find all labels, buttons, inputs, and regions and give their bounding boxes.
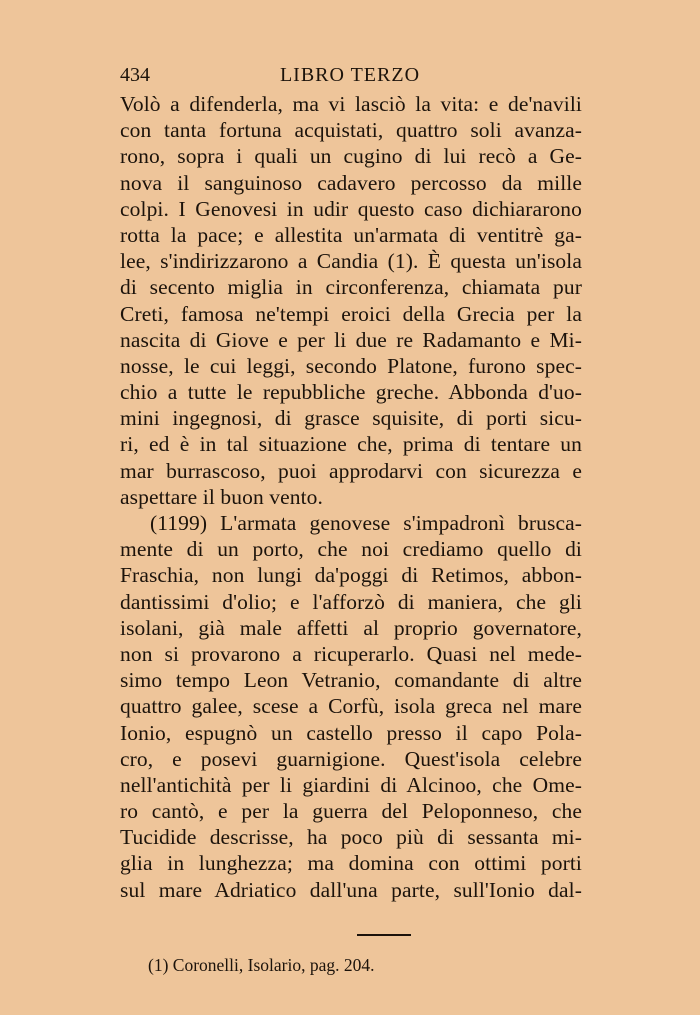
text-line: colpi. I Genovesi in udir questo caso dichiararono: [120, 196, 582, 221]
running-title: LIBRO TERZO: [279, 64, 421, 86]
text-line: con tanta fortuna acquistati, quattro soli avanza-: [120, 118, 582, 143]
text-line: lee, s'indirizzarono a Candia (1). È questa un'isola: [120, 249, 582, 274]
body-text: [120, 91, 582, 903]
paragraph-end-line: aspettare il buon vento.: [120, 484, 324, 509]
text-line: chio a tutte le repubbliche greche. Abbonda d'uo-: [120, 380, 582, 405]
text-line: Ionio, espugnò un castello presso il capo Pola-: [120, 720, 582, 745]
text-line: isolani, già male affetti al proprio governatore,: [120, 615, 582, 640]
text-line: rono, sopra i quali un cugino di lui recò a Ge-: [120, 144, 582, 169]
text-line: Volò a difenderla, ma vi lasciò la vita: e de'navili: [120, 92, 582, 116]
paragraph-start-line: (1199) L'armata genovese s'impadronì brusca-: [150, 511, 582, 535]
text-line: di secento miglia in circonferenza, chiamata pur: [120, 275, 582, 300]
text-line: sul mare Adriatico dall'una parte, sull'Ionio dal-: [120, 877, 582, 902]
text-line: mente di un porto, che noi crediamo quello di: [120, 537, 582, 562]
page-header: [120, 64, 580, 92]
text-line: Creti, famosa ne'tempi eroici della Grecia per la: [120, 301, 582, 326]
text-line: nascita di Giove e per li due re Radamanto e Mi-: [120, 327, 582, 352]
text-line: mar burrascoso, puoi approdarvi con sicurezza e: [120, 458, 582, 483]
page-number: 434: [120, 64, 150, 86]
text-line: nova il sanguinoso cadavero percosso da mille: [120, 170, 582, 195]
footnote: (1) Coronelli, Isolario, pag. 204.: [148, 955, 375, 975]
text-line: rotta la pace; e allestita un'armata di ventitrè ga-: [120, 222, 582, 247]
text-line: ri, ed è in tal situazione che, prima di tentare un: [120, 432, 582, 457]
text-line: glia in lunghezza; ma domina con ottimi porti: [120, 851, 582, 876]
text-line: cro, e posevi guarnigione. Quest'isola celebre: [120, 746, 582, 771]
text-line: Tucidide descrisse, ha poco più di sessanta mi-: [120, 825, 582, 850]
text-line: non si provarono a ricuperarlo. Quasi nel mede-: [120, 641, 582, 666]
text-line: dantissimi d'olio; e l'afforzò di maniera, che gli: [120, 589, 582, 614]
text-line: ro cantò, e per la guerra del Peloponneso, che: [120, 799, 582, 824]
footnote-divider: [357, 934, 411, 936]
text-line: nell'antichità per li giardini di Alcinoo, che Ome-: [120, 772, 582, 797]
text-line: Fraschia, non lungi da'poggi di Retimos, abbon-: [120, 563, 582, 588]
text-line: simo tempo Leon Vetranio, comandante di altre: [120, 668, 582, 693]
text-line: mini ingegnosi, di grasce squisite, di porti sicu-: [120, 406, 582, 431]
text-line: nosse, le cui leggi, secondo Platone, furono spec-: [120, 353, 582, 378]
text-line: quattro galee, scese a Corfù, isola greca nel mare: [120, 694, 582, 719]
